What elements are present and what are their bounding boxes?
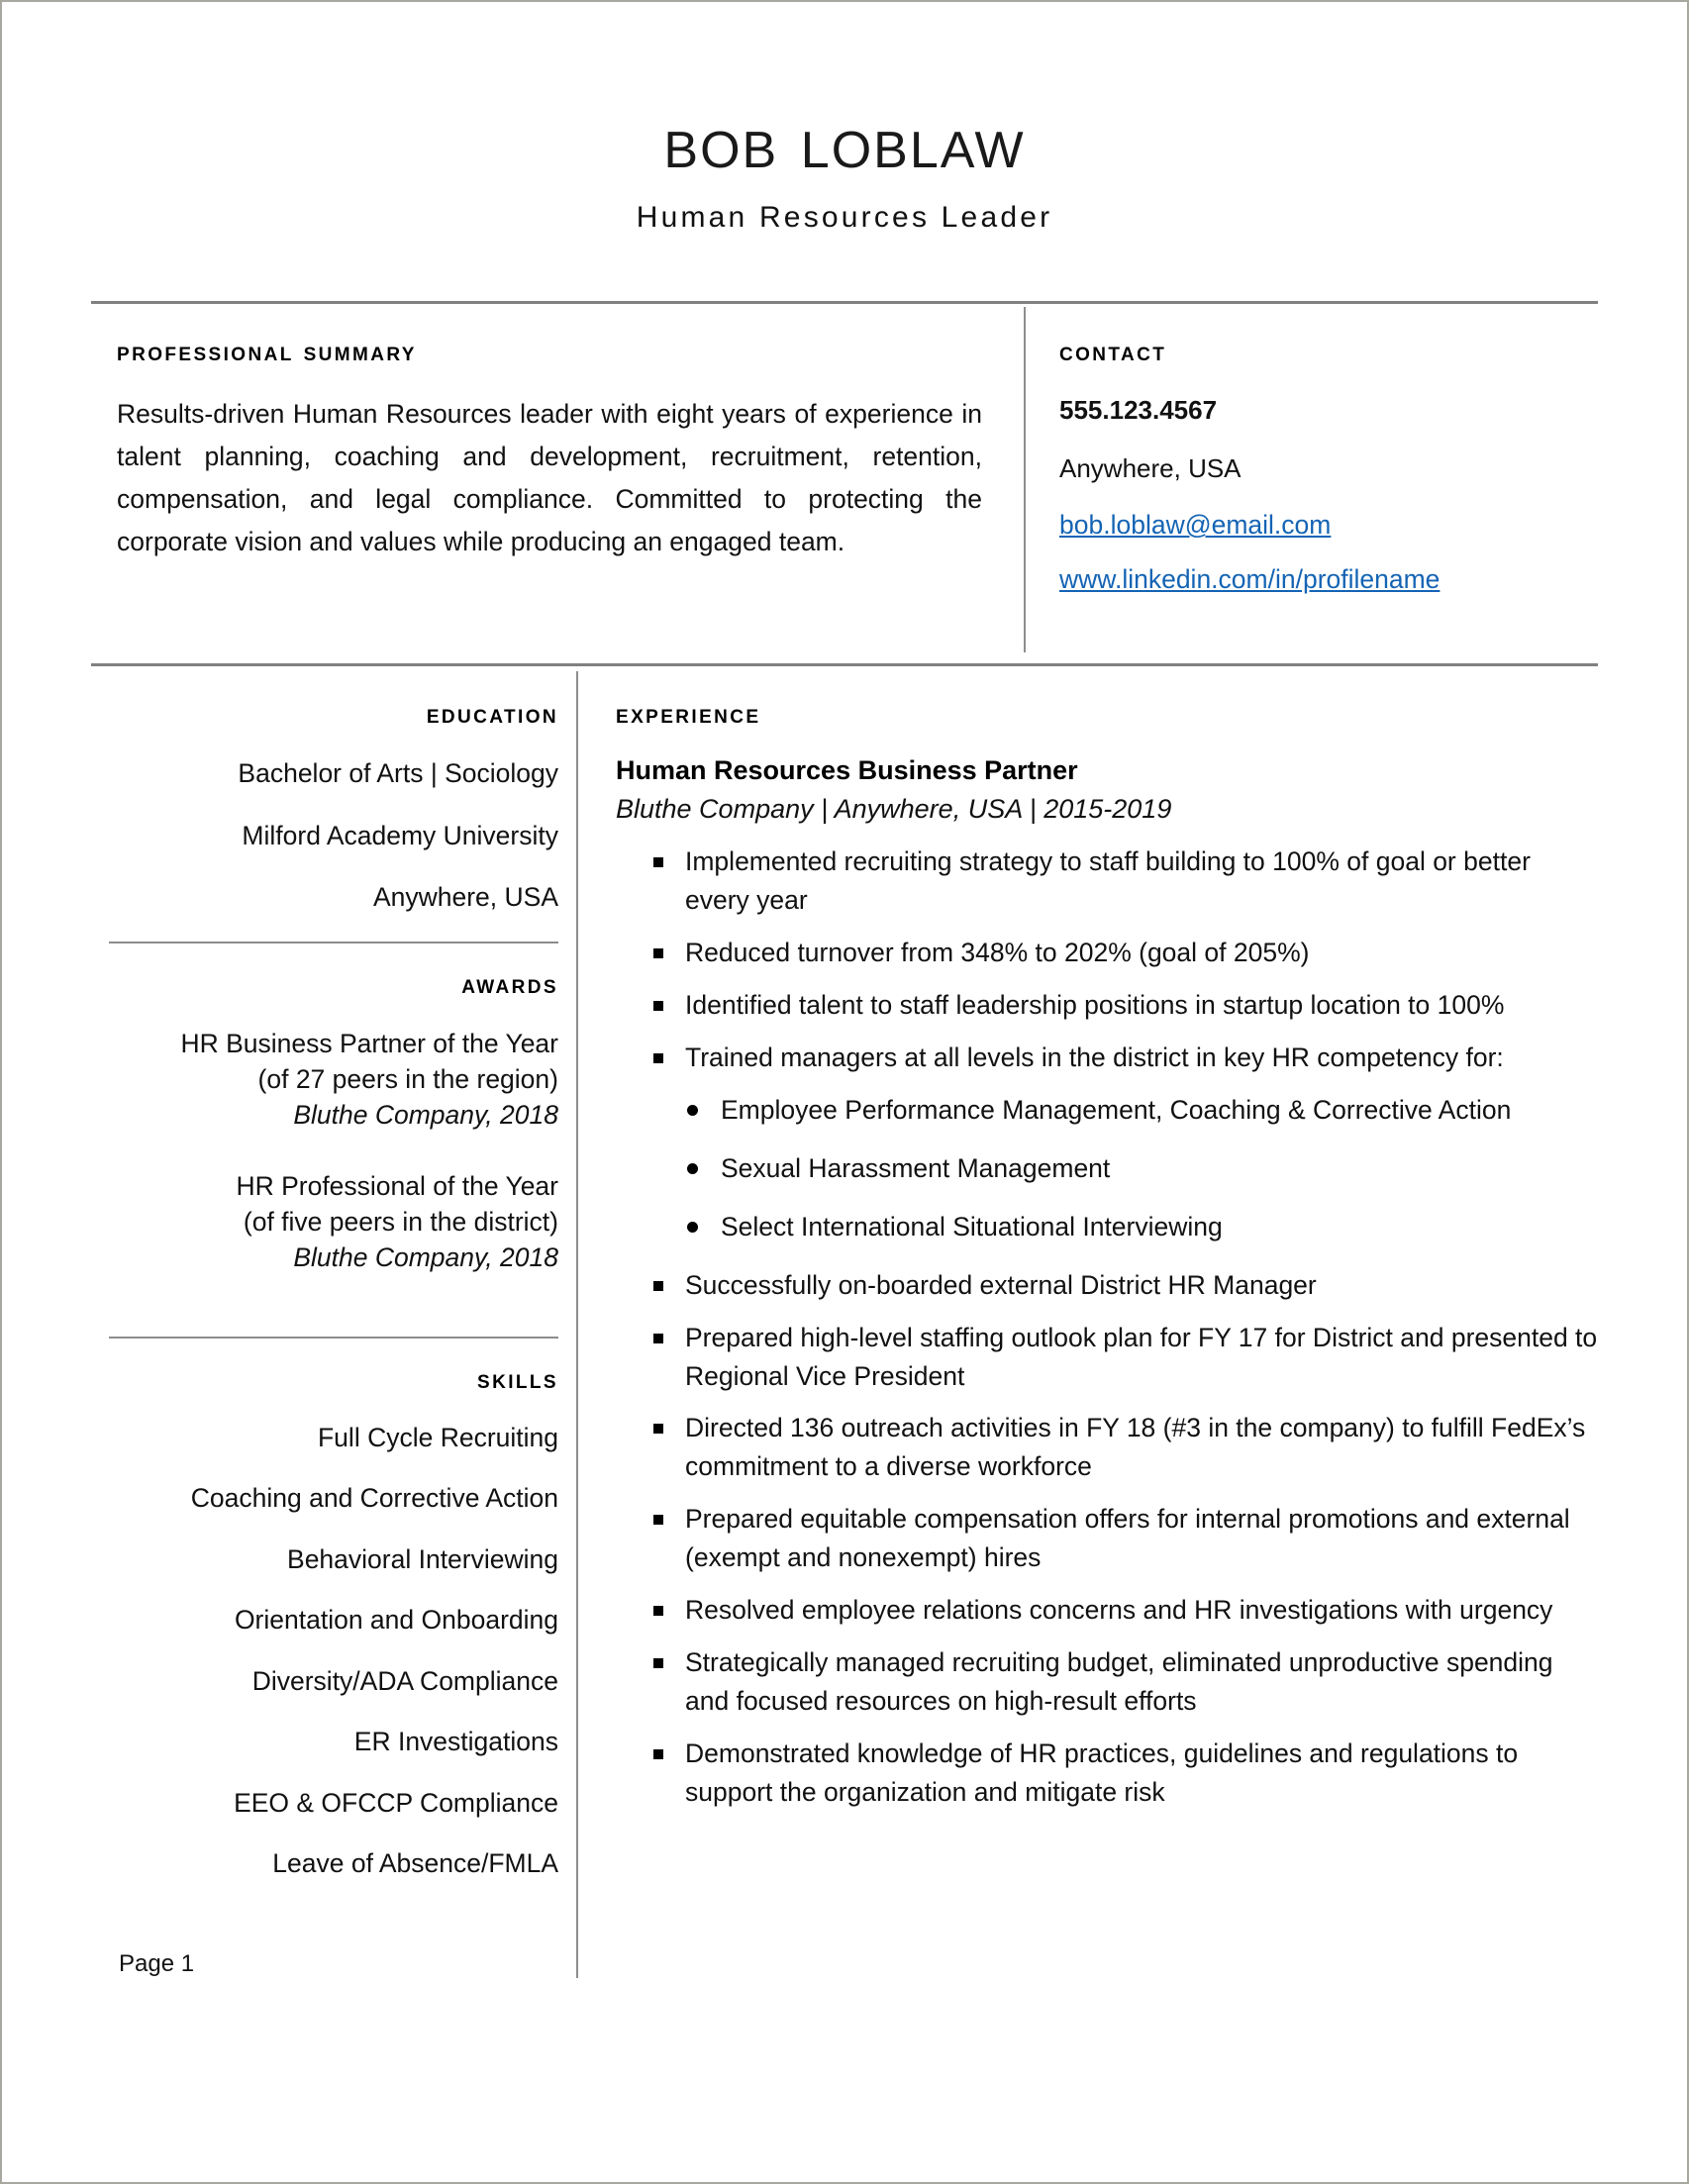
- main-band: [91, 671, 1598, 1978]
- experience-bullet-list-continued: [616, 1266, 1598, 1812]
- skills-section: [91, 1364, 558, 1926]
- experience-section: [578, 671, 1598, 1978]
- experience-bullet: Resolved employee relations concerns and HR investigations with urgency: [616, 1591, 1598, 1630]
- job-title: Human Resources Business Partner: [616, 755, 1078, 785]
- experience-sub-bullet: Sexual Harassment Management: [651, 1149, 1598, 1188]
- education-degree: Bachelor of Arts | Sociology: [238, 758, 558, 788]
- skills-heading: skills: [477, 1363, 558, 1394]
- award-company: Bluthe Company, 2018: [293, 1099, 558, 1130]
- resume-sheet: [2, 2, 1687, 2182]
- experience-bullet-list: [616, 843, 1598, 1077]
- award-detail: (of 27 peers in the region): [257, 1063, 558, 1094]
- experience-bullet: Reduced turnover from 348% to 202% (goal of 205%): [616, 934, 1598, 972]
- experience-bullet: Prepared high-level staffing outlook plan for FY 17 for District and presented to Regional Vice President: [616, 1319, 1598, 1396]
- education-location: Anywhere, USA: [372, 882, 558, 913]
- experience-heading: experience: [616, 699, 761, 729]
- award-detail: (of five peers in the district): [243, 1206, 558, 1237]
- experience-bullet: Trained managers at all levels in the district in key HR competency for:: [616, 1039, 1598, 1077]
- awards-skills-divider: [109, 1337, 558, 1339]
- skill-item: ER Investigations: [353, 1727, 558, 1757]
- skill-item: Full Cycle Recruiting: [318, 1422, 558, 1452]
- education-awards-divider: [109, 942, 558, 943]
- experience-bullet: Strategically managed recruiting budget, eliminated unproductive spending and focused resources on high-result efforts: [616, 1643, 1598, 1721]
- candidate-job-title: Human Resources Leader: [636, 201, 1053, 234]
- award-item: [91, 1168, 558, 1275]
- job-meta: Bluthe Company | Anywhere, USA | 2015-2019: [616, 794, 1172, 824]
- education-heading: education: [426, 699, 558, 729]
- awards-heading: awards: [461, 968, 558, 999]
- experience-bullet: Successfully on-boarded external District HR Manager: [616, 1266, 1598, 1305]
- experience-bullet: Prepared equitable compensation offers for internal promotions and external (exempt and nonexempt) hires: [616, 1500, 1598, 1577]
- contact-email-link[interactable]: bob.loblaw@email.com: [1059, 510, 1332, 541]
- awards-section: [91, 969, 558, 1329]
- resume-header: [2, 2, 1687, 235]
- professional-summary-text: Results-driven Human Resources leader with eight years of experience in talent planning, coaching and development, recruitment, retention, compensation, and legal compliance. Committed to protecting the corporate vision and values while producing an engaged team.: [117, 399, 982, 556]
- experience-bullet: Identified talent to staff leadership positions in startup location to 100%: [616, 986, 1598, 1025]
- candidate-name: bob loblaw: [663, 101, 1026, 183]
- award-title: HR Professional of the Year: [236, 1170, 558, 1201]
- experience-bullet: Directed 136 outreach activities in FY 18 (#3 in the company) to fulfill FedEx’s commitment to a diverse workforce: [616, 1409, 1598, 1486]
- professional-summary-section: [91, 307, 1024, 652]
- skill-item: Orientation and Onboarding: [234, 1605, 558, 1636]
- education-school: Milford Academy University: [242, 820, 558, 850]
- skill-item: Leave of Absence/FMLA: [272, 1847, 558, 1878]
- skill-item: EEO & OFCCP Compliance: [234, 1787, 558, 1818]
- contact-phone: 555.123.4567: [1059, 395, 1218, 425]
- contact-section: [1024, 307, 1598, 652]
- contact-location: Anywhere, USA: [1059, 453, 1242, 484]
- top-band-divider: [91, 663, 1598, 666]
- award-company: Bluthe Company, 2018: [293, 1241, 558, 1272]
- experience-sub-bullet: Employee Performance Management, Coaching & Corrective Action: [651, 1091, 1598, 1130]
- page-number: Page 1: [119, 1950, 195, 1978]
- experience-sub-bullet: Select International Situational Interviewing: [651, 1208, 1598, 1246]
- left-column: [91, 671, 578, 1978]
- professional-summary-heading: professional summary: [117, 337, 417, 366]
- experience-bullet: Implemented recruiting strategy to staff building to 100% of goal or better every year: [616, 843, 1598, 920]
- experience-bullet: Demonstrated knowledge of HR practices, guidelines and regulations to support the organization and mitigate risk: [616, 1735, 1598, 1812]
- top-band: [91, 307, 1598, 652]
- skill-item: Coaching and Corrective Action: [190, 1483, 558, 1514]
- education-section: [91, 699, 558, 934]
- skill-item: Behavioral Interviewing: [287, 1543, 558, 1574]
- award-title: HR Business Partner of the Year: [180, 1028, 558, 1058]
- contact-linkedin-link[interactable]: www.linkedin.com/in/profilename: [1059, 564, 1441, 595]
- experience-sub-bullet-list: [651, 1091, 1598, 1246]
- skill-item: Diversity/ADA Compliance: [251, 1665, 558, 1696]
- award-item: [91, 1026, 558, 1133]
- experience-sub-bullet-wrap: [616, 1091, 1598, 1246]
- header-divider: [91, 301, 1598, 304]
- contact-heading: contact: [1059, 337, 1167, 366]
